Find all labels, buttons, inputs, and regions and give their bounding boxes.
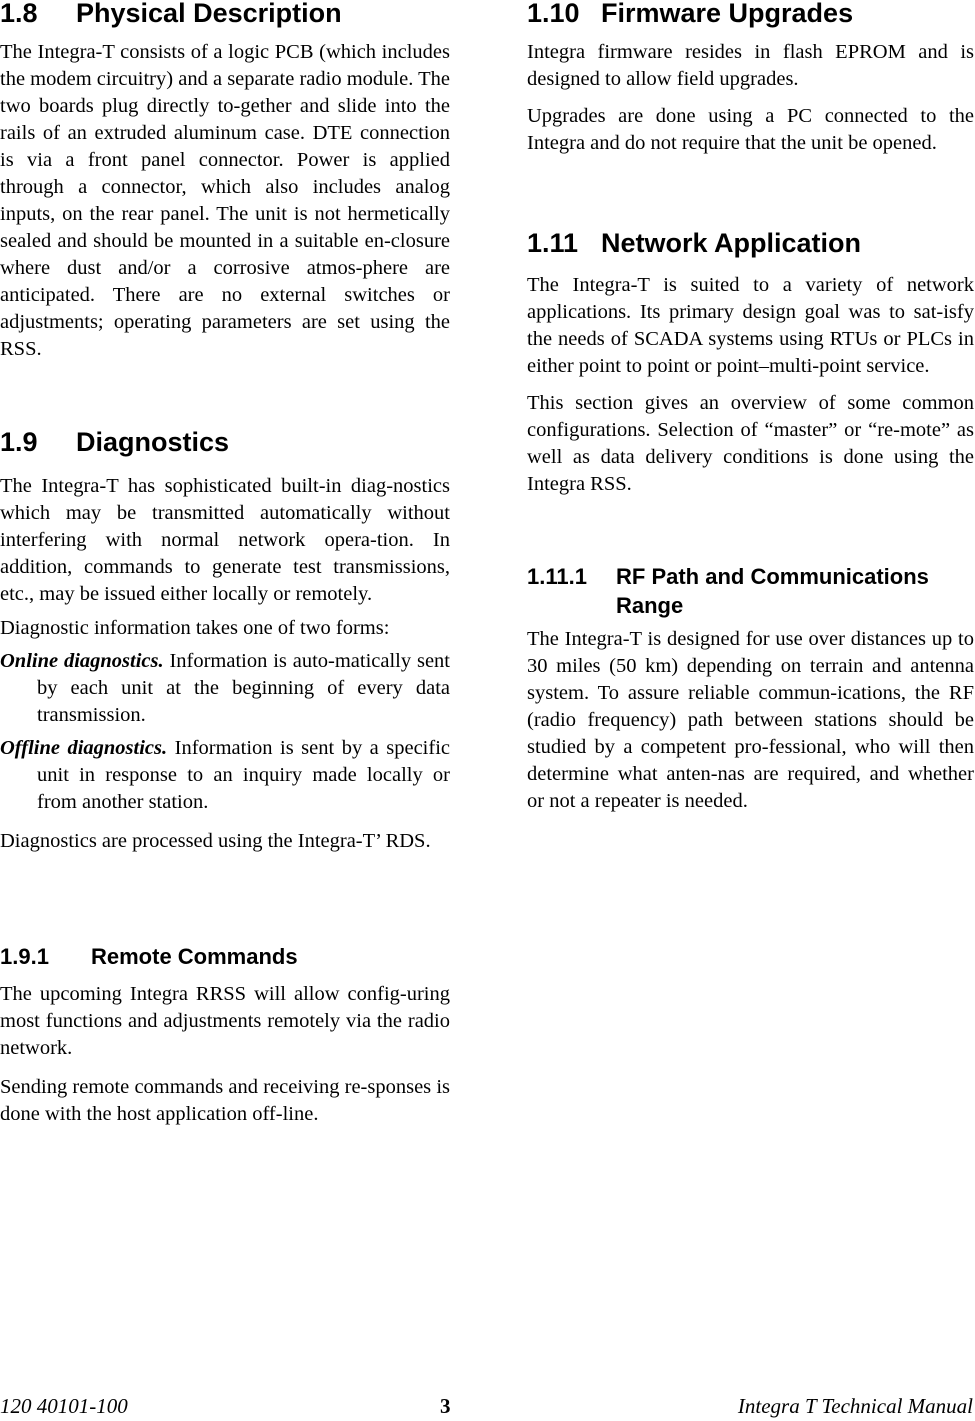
paragraph: The Integra-T consists of a logic PCB (which includes the modem circuitry) and a separate radio module. The two boards plug directly to-gether and slide into the rails of an extruded aluminum case. DTE connection is via a front panel connector. Power is applied through a connector, which also includes analog inputs, on the rear panel. The unit is not hermetically sealed and should be mounted in a suitable en-closure where dust and/or a corrosive atmos-phere are anticipated. There are no external switches or adjustments; operating parameters are set using the RSS. — [0, 41, 450, 360]
section-1-11 — [527, 230, 974, 498]
paragraph: The Integra-T is designed for use over distances up to 30 miles (50 km) depending on terrain and antenna system. To assure reliable commun-ications, the RF (radio frequency) path between stations should be studied by a competent pro-fessional, who will then determine what anten-nas are required, and whether or not a repeater is needed. — [527, 628, 974, 812]
section-number: 1.9.1 — [0, 944, 49, 969]
paragraph: Integra firmware resides in flash EPROM and is designed to allow field upgrades. — [527, 41, 974, 90]
definition-online — [0, 648, 450, 729]
section-heading — [527, 562, 974, 620]
paragraph: The Integra-T has sophisticated built-in diag-nostics which may be transmitted automatically without interfering with normal network opera-tion. In addition, commands to generate test transmissions, etc., may be issued either locally or remotely. — [0, 475, 450, 605]
section-title: Physical Description — [76, 0, 342, 28]
section-1-10 — [527, 0, 974, 157]
section-title: Firmware Upgrades — [601, 0, 854, 28]
page-number: 3 — [440, 1394, 451, 1418]
term-label: Online diagnostics. — [0, 650, 164, 672]
section-heading — [0, 942, 450, 971]
paragraph: Diagnostic information takes one of two forms: — [0, 617, 390, 639]
paragraph: Upgrades are done using a PC connected to the Integra and do not require that the unit be opened. — [527, 105, 974, 154]
section-title: Network Application — [601, 228, 862, 258]
section-number: 1.10 — [527, 0, 580, 28]
definition-offline — [0, 735, 450, 816]
document-number: 120 40101-100 — [0, 1394, 128, 1418]
section-1-8 — [0, 0, 450, 363]
paragraph: Diagnostics are processed using the Integra-T’ RDS. — [0, 830, 431, 852]
section-1-9 — [0, 429, 450, 855]
section-number: 1.11 — [527, 228, 579, 258]
paragraph: The upcoming Integra RRSS will allow config-uring most functions and adjustments remotely via the radio network. — [0, 983, 450, 1059]
paragraph: This section gives an overview of some common configurations. Selection of “master” or “re-mote” as well as data delivery conditions is done using the Integra RSS. — [527, 392, 974, 495]
paragraph: The Integra-T is suited to a variety of network applications. Its primary design goal was to sat-isfy the needs of SCADA systems using RTUs or PLCs in either point to point or point–multi-point service. — [527, 274, 974, 377]
section-number: 1.8 — [0, 0, 38, 28]
section-heading — [0, 0, 450, 26]
paragraph: Sending remote commands and receiving re-sponses is done with the host application off-line. — [0, 1076, 450, 1125]
section-title: Remote Commands — [91, 944, 298, 969]
section-heading — [0, 429, 450, 455]
manual-title: Integra T Technical Manual — [737, 1394, 973, 1418]
section-heading — [527, 0, 974, 26]
section-1-9-1 — [0, 942, 450, 1128]
section-1-11-1 — [527, 562, 974, 815]
section-title: Diagnostics — [76, 427, 230, 457]
section-number: 1.9 — [0, 427, 38, 457]
section-heading — [527, 230, 974, 256]
term-label: Offline diagnostics. — [0, 737, 168, 759]
term-description: Information is sent by a specific unit in response to an inquiry made locally or from another station. — [37, 737, 450, 813]
section-title: RF Path and Communications Range — [616, 564, 929, 618]
term-description: Information is auto-matically sent by each unit at the beginning of every data transmission. — [37, 650, 450, 726]
section-number: 1.11.1 — [527, 564, 587, 589]
